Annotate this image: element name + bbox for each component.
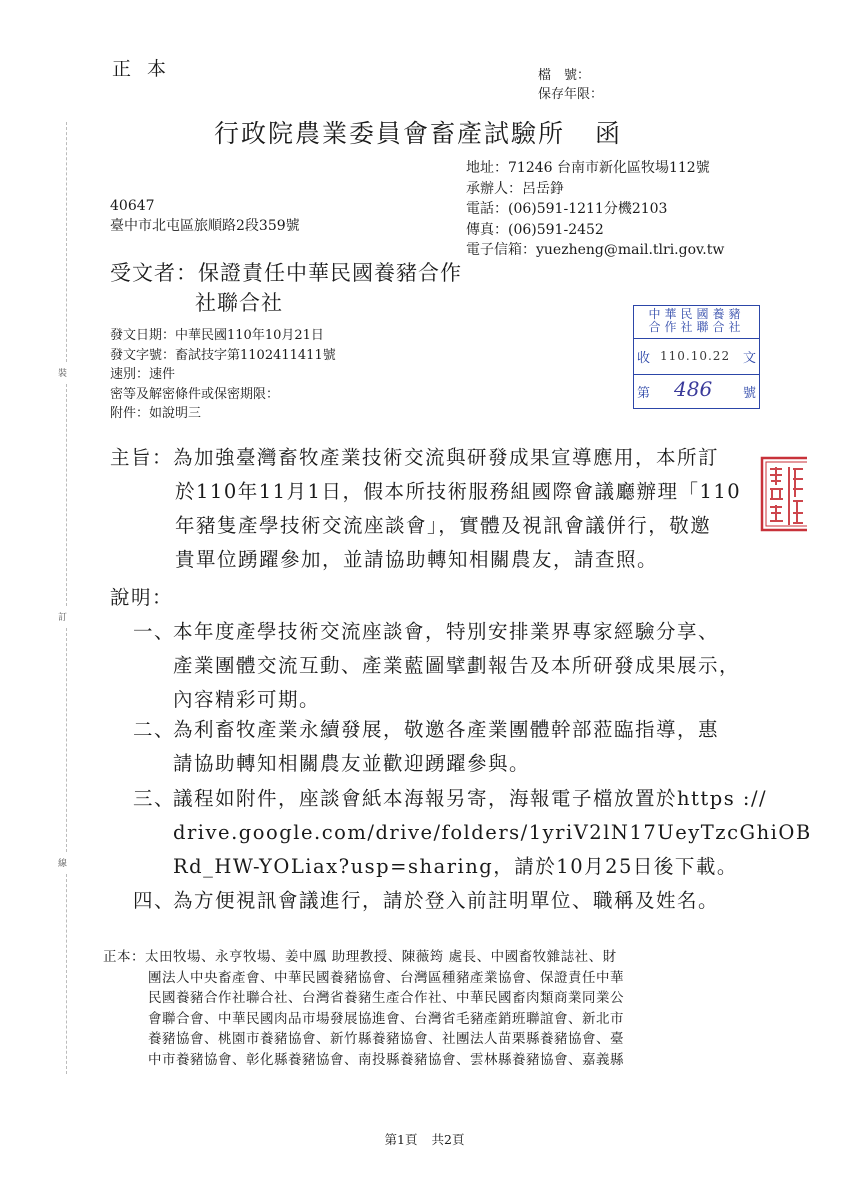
official-seal-stamp (759, 455, 807, 533)
item-line: drive.google.com/drive/folders/1yriV2lN17UeyTzcGhiOB (173, 821, 812, 844)
receipt-stamp-number: 486 (674, 377, 713, 401)
copies-line: 養豬協會、桃園市養豬協會、新竹縣養豬協會、社團法人苗栗縣養豬協會、臺 (148, 1031, 624, 1047)
phone: 電話：(06)591-1211分機2103 (466, 201, 668, 217)
file-number-label: 檔 號： (538, 68, 591, 83)
item-number: 二、 (133, 718, 176, 741)
page-number: 第1頁 (384, 1132, 418, 1147)
explanation-item-2 (133, 713, 719, 781)
file-info (538, 66, 603, 104)
retention-label: 保存年限： (538, 87, 604, 102)
receipt-stamp-di-char: 第 (637, 386, 651, 401)
contact-block (466, 158, 724, 261)
sender-address: 地址：71246 台南市新化區牧場112號 (466, 160, 710, 176)
receipt-stamp-org-line2: 合作社聯合社 (648, 320, 745, 334)
copy-label: 正本 (112, 58, 183, 80)
postal-code: 40647 (110, 198, 155, 214)
subject-line: 年豬隻產學技術交流座談會」，實體及視訊會議併行，敬邀 (175, 514, 712, 537)
copies-line: 太田牧場、永亨牧場、姜中鳳 助理教授、陳薇筠 處長、中國畜牧雜誌社、財 (145, 949, 617, 965)
receipt-stamp-date-row (634, 338, 759, 373)
subject-line: 主旨：為加強臺灣畜牧產業技術交流與研發成果宣導應用，本所訂 (110, 446, 720, 469)
recipient-name-line2: 社聯合社 (195, 291, 283, 315)
attachment: 附件：如說明三 (110, 406, 202, 421)
recipient-name-line1: 保證責任中華民國養豬合作 (198, 261, 462, 285)
receipt-stamp-hao-char: 號 (742, 386, 756, 401)
receipt-stamp-org (634, 308, 759, 334)
receipt-stamp-org-line1: 中華民國養豬 (648, 307, 745, 321)
copies-line: 中市養豬協會、彰化縣養豬協會、南投縣養豬協會、雲林縣養豬協會、嘉義縣 (148, 1051, 624, 1068)
receipt-stamp-number-row (634, 374, 759, 407)
page-footer (0, 1130, 849, 1148)
binding-dash (66, 122, 67, 362)
subject-line: 貴單位踴躍參加，並請協助轉知相關農友，請查照。 (175, 548, 659, 571)
receipt-stamp (633, 305, 760, 409)
copies-line: 民國養豬合作社聯合社、台灣省養豬生產合作社、中華民國畜肉類商業同業公 (148, 990, 624, 1006)
item-line: 為利畜牧產業永續發展，敬邀各產業團體幹部蒞臨指導，惠 (173, 718, 720, 741)
document-title (214, 114, 622, 150)
subject-section (110, 441, 741, 577)
fax: 傳真：(06)591-2452 (466, 221, 604, 238)
binding-mark: 訂 (58, 613, 68, 623)
page-total: 共2頁 (431, 1132, 465, 1147)
handler: 承辦人：呂岳錚 (466, 180, 564, 197)
item-number: 一、 (133, 620, 176, 643)
explanation-heading: 說明： (110, 586, 174, 609)
item-number: 三、 (133, 787, 176, 810)
receipt-stamp-wen-char: 文 (742, 351, 756, 366)
subject-line: 於110年11月1日，假本所技術服務組國際會議廳辦理「110 (175, 480, 742, 503)
item-line: 本年度產學技術交流座談會，特別安排業界專家經驗分享、 (173, 620, 720, 643)
document-meta (110, 326, 336, 424)
binding-mark: 裝 (58, 369, 68, 379)
copies-line: 團法人中央畜產會、中華民國養豬協會、台灣區種豬產業協會、保證責任中華 (148, 969, 624, 986)
receipt-stamp-recv-char: 收 (637, 351, 651, 366)
item-line: 產業團體交流互動、產業藍圖擘劃報告及本所研發成果展示， (173, 654, 741, 677)
item-line: Rd_HW-YOLiax?usp=sharing，請於10月25日後下載。 (173, 855, 738, 878)
recipient-label: 受文者： (110, 261, 198, 285)
item-number: 四、 (133, 889, 176, 912)
item-line: 議程如附件，座談會紙本海報另寄，海報電子檔放置於https :// (173, 787, 768, 810)
copies-section (103, 947, 624, 1070)
binding-dash (66, 384, 67, 606)
receipt-stamp-date: 110.10.22 (660, 349, 731, 363)
document-type: 函 (595, 119, 623, 148)
reference-number: 發文字號：畜試技字第1102411411號 (110, 347, 336, 363)
street-address: 臺中市北屯區旅順路2段359號 (110, 218, 300, 234)
item-line: 為方便視訊會議進行，請於登入前註明單位、職稱及姓名。 (173, 889, 720, 912)
delivery-speed: 速別：速件 (110, 367, 176, 382)
recipient (110, 258, 462, 318)
explanation-item-4 (133, 884, 719, 918)
explanation-item-3 (133, 782, 812, 884)
binding-dash (66, 874, 67, 1074)
issue-date: 發文日期：中華民國110年10月21日 (110, 328, 324, 343)
binding-mark: 線 (58, 859, 68, 869)
item-line: 內容精彩可期。 (173, 688, 321, 711)
agency-name: 行政院農業委員會畜產試驗所 (214, 119, 566, 148)
recipient-address (110, 196, 300, 236)
security-level: 密等及解密條件或保密期限： (110, 386, 280, 402)
email: 電子信箱：yuezheng@mail.tlri.gov.tw (466, 242, 725, 258)
item-line: 請協助轉知相關農友並歡迎踴躍參與。 (173, 752, 531, 775)
explanation-item-1 (133, 615, 740, 717)
copies-line: 會聯合會、中華民國肉品市場發展協進會、台灣省毛豬產銷班聯誼會、新北市 (148, 1010, 624, 1027)
copies-label: 正本： (103, 949, 145, 965)
binding-dash (66, 628, 67, 852)
binding-margin (58, 92, 78, 1092)
